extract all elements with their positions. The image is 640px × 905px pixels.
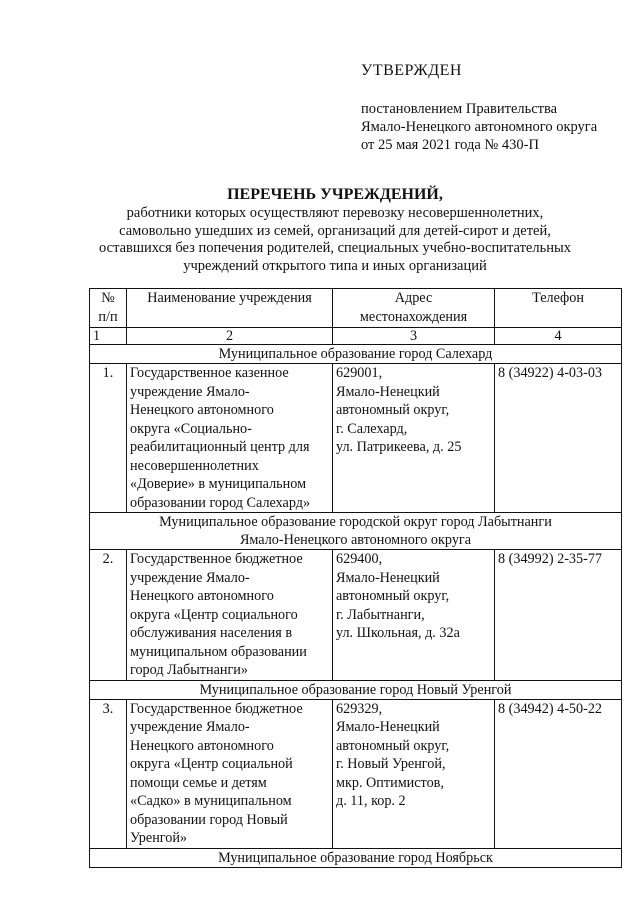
institution-name-line: образовании город Новый (130, 811, 288, 828)
institution-address (333, 550, 495, 681)
institution-name-line: «Садко» в муниципальном (130, 793, 292, 809)
institution-name-line: несовершеннолетних (130, 457, 259, 474)
table-row (90, 699, 622, 848)
approval-stamp: УТВЕРЖДЕН (361, 62, 462, 79)
column-numbers-row (90, 328, 622, 345)
header-address (333, 289, 495, 328)
institution-name-line: реабилитационный центр для (130, 439, 310, 455)
institution-name-line: образовании город Салехард» (130, 494, 311, 511)
institution-name (127, 364, 333, 513)
institution-name (127, 699, 333, 848)
entry-index: 1. (90, 364, 127, 513)
institution-name-line: «Доверие» в муниципальном (130, 476, 307, 492)
header-name (127, 289, 333, 328)
region-row (90, 680, 622, 699)
institution-name-line: помощи семье и детям (130, 774, 267, 791)
subtitle-line: оставшихся без попечения родителей, специальных учебно-воспитательных (99, 240, 571, 256)
document-title: ПЕРЕЧЕНЬ УЧРЕЖДЕНИЙ, (227, 186, 443, 203)
region-title-line: Муниципальное образование город Салехард (218, 346, 493, 362)
institution-name-line: город Лабытнанги» (130, 662, 248, 678)
institution-address (333, 699, 495, 848)
subtitle-line: учреждений открытого типа и иных организаций (183, 257, 487, 274)
institution-address-line: мкр. Оптимистов, (336, 774, 444, 791)
header-line: № (101, 290, 115, 306)
institution-address-line: г. Лабытнанги, (336, 606, 425, 623)
institution-name-line: учреждение Ямало- (130, 383, 250, 400)
institution-phone: 8 (34992) 2-35-77 (495, 550, 622, 681)
column-number: 3 (333, 328, 495, 345)
decree-line: от 25 мая 2021 года № 430-П (361, 137, 539, 153)
institution-name-line: округа «Центр социальной (130, 756, 293, 772)
region-title (90, 680, 622, 699)
institution-address-line: 629329, (336, 700, 383, 717)
document-subtitle (90, 205, 580, 275)
institution-address-line: 629400, (336, 551, 383, 567)
institution-phone: 8 (34922) 4-03-03 (495, 364, 622, 513)
header-number (90, 289, 127, 328)
institution-address-line: Ямало-Ненецкий (336, 719, 440, 735)
institution-name-line: округа «Социально- (130, 420, 252, 437)
institution-name-line: округа «Центр социального (130, 606, 298, 623)
entry-index: 2. (90, 550, 127, 681)
institution-name-line: муниципальном образовании (130, 643, 307, 660)
institution-name-line: Ненецкого автономного (130, 737, 274, 754)
institution-name-line: Ненецкого автономного (130, 588, 274, 604)
region-row (90, 513, 622, 550)
institution-address-line: Ямало-Ненецкий (336, 569, 440, 586)
region-title-line: Муниципальное образование город Ноябрьск (218, 849, 493, 866)
table-row (90, 364, 622, 513)
institution-address-line: автономный округ, (336, 737, 450, 754)
entry-index: 3. (90, 699, 127, 848)
institution-name-line: Государственное казенное (130, 365, 289, 381)
institution-address-line: д. 11, кор. 2 (336, 793, 406, 809)
region-row (90, 848, 622, 867)
institution-address-line: г. Салехард, (336, 420, 408, 437)
institution-address-line: г. Новый Уренгой, (336, 756, 446, 772)
institution-name-line: Ненецкого автономного (130, 402, 274, 418)
region-title-line: Муниципальное образование город Новый Уренгой (199, 681, 512, 698)
region-title (90, 345, 622, 364)
region-row (90, 345, 622, 364)
institution-name (127, 550, 333, 681)
institution-address-line: ул. Патрикеева, д. 25 (336, 439, 462, 455)
decree-line: Ямало-Ненецкого автономного округа (361, 119, 598, 135)
institution-phone: 8 (34942) 4-50-22 (495, 699, 622, 848)
decree-reference (361, 100, 597, 154)
institution-address-line: 629001, (336, 365, 383, 381)
institution-address-line: ул. Школьная, д. 32а (336, 625, 460, 641)
header-line: Адрес (394, 290, 433, 306)
header-line: Наименование учреждения (147, 290, 312, 306)
institution-name-line: Государственное бюджетное (130, 551, 303, 567)
institutions-table-body (90, 289, 622, 868)
table-header-row (90, 289, 622, 328)
region-title-line: Муниципальное образование городской округ город Лабытнанги (159, 514, 552, 530)
table-row (90, 550, 622, 681)
institution-address (333, 364, 495, 513)
institution-address-line: автономный округ, (336, 402, 450, 418)
column-number: 2 (127, 328, 333, 345)
institution-name-line: Уренгой» (130, 830, 188, 846)
header-line: местонахождения (359, 308, 468, 325)
institution-name-line: учреждение Ямало- (130, 569, 250, 586)
decree-line: постановлением Правительства (361, 101, 558, 117)
column-number: 4 (495, 328, 622, 345)
institution-name-line: обслуживания населения в (130, 625, 293, 641)
institution-address-line: Ямало-Ненецкий (336, 383, 440, 400)
header-phone (495, 289, 622, 328)
subtitle-line: самовольно ушедших из семей, организаций для детей-сирот и детей, (119, 222, 551, 239)
subtitle-line: работники которых осуществляют перевозку несовершеннолетних, (126, 205, 544, 221)
region-title-line: Ямало-Ненецкого автономного округа (239, 532, 472, 548)
region-title (90, 848, 622, 867)
institution-name-line: Государственное бюджетное (130, 700, 303, 717)
institution-name-line: учреждение Ямало- (130, 719, 250, 735)
header-line: Телефон (532, 290, 584, 306)
region-title (90, 513, 622, 550)
header-line: п/п (98, 308, 118, 325)
institutions-table (89, 288, 622, 868)
institution-address-line: автономный округ, (336, 588, 450, 604)
column-number: 1 (90, 328, 127, 345)
